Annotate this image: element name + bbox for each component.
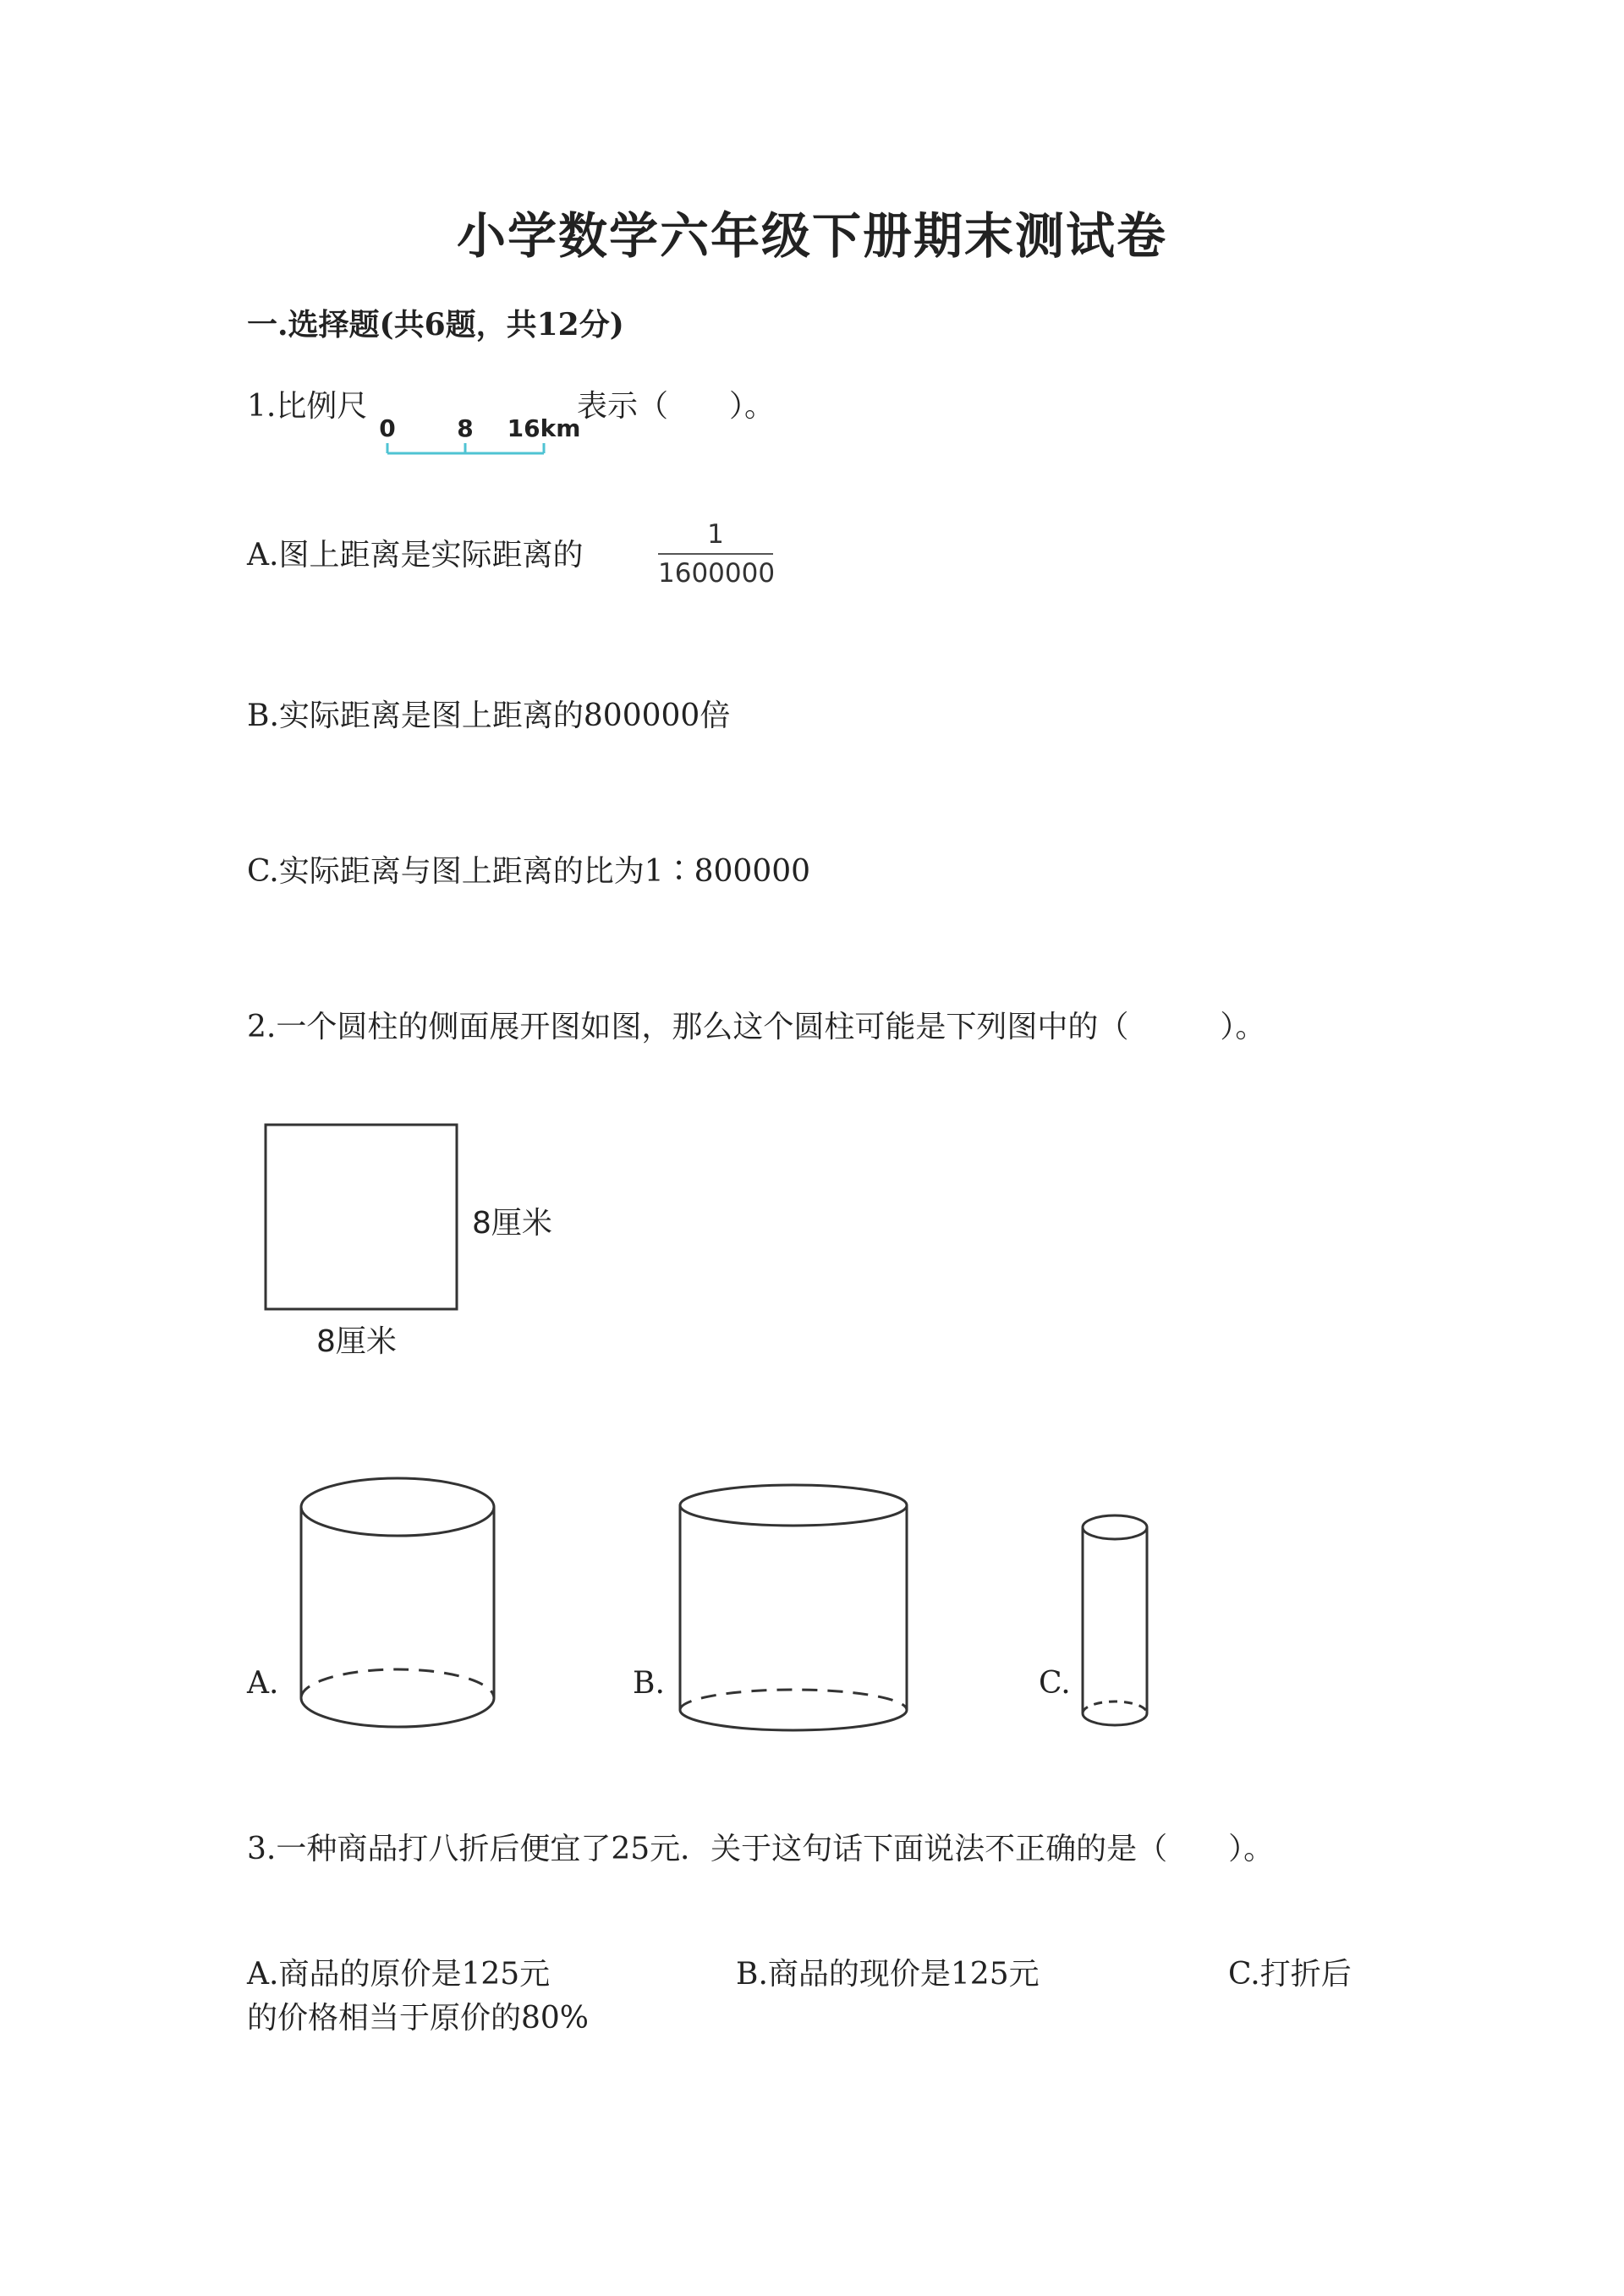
q2-option-b-label: B. [633, 1666, 665, 1701]
cylinder-a [296, 1471, 508, 1742]
scale-label-8: 8 [457, 414, 474, 442]
cylinder-c [1079, 1510, 1164, 1747]
cylinder-a-bottom-front [301, 1698, 494, 1727]
square-side-label: 8厘米 [472, 1206, 552, 1241]
q1-option-c: C.实际距离与图上距离的比为1∶800000 [247, 854, 811, 889]
cylinder-b-bottom-back [680, 1690, 907, 1710]
question-3-stem: 3.一种商品打八折后便宜了25元．关于这句话下面说法不正确的是（ ）。 [247, 1832, 1275, 1866]
fraction-denominator: 1600000 [658, 558, 776, 589]
q2-option-a-label: A. [247, 1666, 279, 1701]
question-1-stem-end: 表示（ ）。 [577, 389, 776, 424]
cylinder-c-top [1083, 1515, 1147, 1539]
q3-option-c-continued: 的价格相当于原价的80% [247, 2001, 590, 2036]
question-2-stem: 2.一个圆柱的侧面展开图如图，那么这个圆柱可能是下列图中的（ ）。 [247, 1010, 1266, 1044]
fraction-numerator: 1 [707, 519, 724, 550]
cylinder-b [677, 1480, 922, 1742]
q1-option-a-fraction [658, 518, 776, 590]
unfolded-square-figure [254, 1116, 575, 1370]
cylinder-b-bottom-front [680, 1710, 907, 1730]
cylinder-a-top [301, 1478, 494, 1536]
cylinder-c-bottom-back [1083, 1701, 1147, 1713]
q3-option-b: B.商品的现价是125元 [736, 1957, 1040, 1992]
question-1-stem: 1.比例尺 [247, 389, 368, 424]
cylinder-b-top [680, 1485, 907, 1526]
cylinder-c-bottom-front [1083, 1713, 1147, 1725]
square-net [266, 1125, 457, 1309]
scale-label-16km: 16km [507, 414, 581, 442]
fraction-bar [658, 553, 773, 555]
q2-option-c-label: C. [1039, 1666, 1071, 1701]
q1-option-b: B.实际距离是图上距离的800000倍 [247, 699, 731, 733]
scale-label-0: 0 [379, 414, 396, 442]
scale-bar-figure [372, 409, 584, 465]
q3-option-c: C.打折后 [1228, 1957, 1352, 1992]
square-bottom-label: 8厘米 [316, 1324, 397, 1359]
cylinder-a-bottom-back [301, 1669, 494, 1698]
section-heading: 一.选择题(共6题，共12分) [247, 307, 624, 342]
q3-option-a: A.商品的原价是125元 [247, 1957, 551, 1992]
page-title: 小学数学六年级下册期末测试卷 [456, 207, 1167, 265]
q1-option-a: A.图上距离是实际距离的 [247, 538, 584, 573]
